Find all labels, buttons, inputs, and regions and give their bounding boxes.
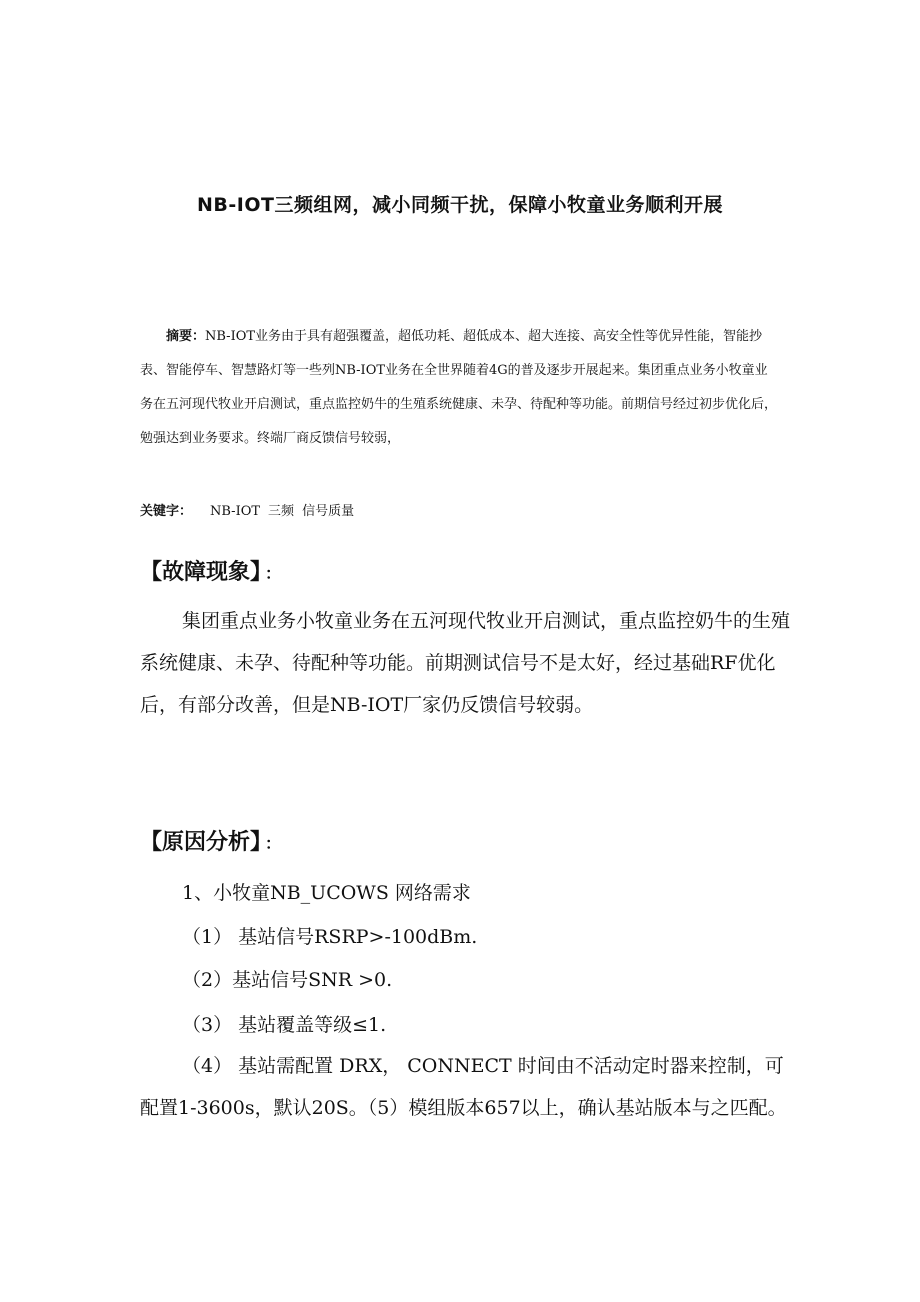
cause-sub-1: （1） 基站信号RSRP>-100dBm. — [182, 926, 478, 948]
cause-sub-4-block — [140, 1045, 800, 1129]
cause-sub-3: （3） 基站覆盖等级≤1. — [182, 1014, 387, 1036]
cause-item-1: 1、小牧童NB_UCOWS 网络需求 — [182, 882, 471, 904]
cause-heading-text: 【原因分析】 — [140, 830, 262, 855]
cause-heading — [140, 825, 281, 856]
cause-heading-colon: ： — [265, 834, 282, 853]
keyword-item: 信号质量 — [302, 504, 355, 519]
keyword-item: 三频 — [268, 504, 295, 519]
abstract-label: 摘要： — [166, 329, 206, 344]
abstract-text: NB-IOT业务由于具有超强覆盖，超低功耗、超低成本、超大连接、高安全性等优异性能，智能抄表、智能停车、智慧路灯等一些列NB-IOT业务在全世界随着4G的普及逐步开展起来。集团重点业务小牧童业务在五河现代牧业开启测试，重点监控奶牛的生殖系统健康、未孕、待配种等功能。前期信号经过初步优化后，勉强达到业务要求。终端厂商反馈信号较弱， — [140, 329, 778, 446]
cause-sub-2: （2）基站信号SNR >0. — [182, 969, 393, 991]
fault-heading-colon: ： — [265, 564, 282, 583]
fault-paragraph: 集团重点业务小牧童业务在五河现代牧业开启测试，重点监控奶牛的生殖系统健康、未孕、待配种等功能。前期测试信号不是太好，经过基础RF优化后，有部分改善，但是NB-IOT厂家仍反馈信号较弱。 — [140, 610, 791, 716]
cause-sub-4: （4） 基站需配置 DRX， CONNECT 时间由不活动定时器来控制，可配置1-3600s，默认20S。（5）模组版本657以上，确认基站版本与之匹配。 — [140, 1055, 787, 1119]
fault-paragraph-block — [140, 600, 800, 726]
fault-heading-text: 【故障现象】 — [140, 560, 262, 585]
abstract-block — [140, 320, 780, 456]
document-title: NB-IOT三频组网，减小同频干扰，保障小牧童业务顺利开展 — [197, 194, 723, 216]
abstract-paragraph — [140, 320, 780, 456]
keyword-item: NB-IOT — [210, 504, 261, 519]
keywords-label: 关键字： — [140, 504, 193, 519]
fault-heading — [140, 555, 281, 586]
keywords-line — [140, 500, 362, 519]
